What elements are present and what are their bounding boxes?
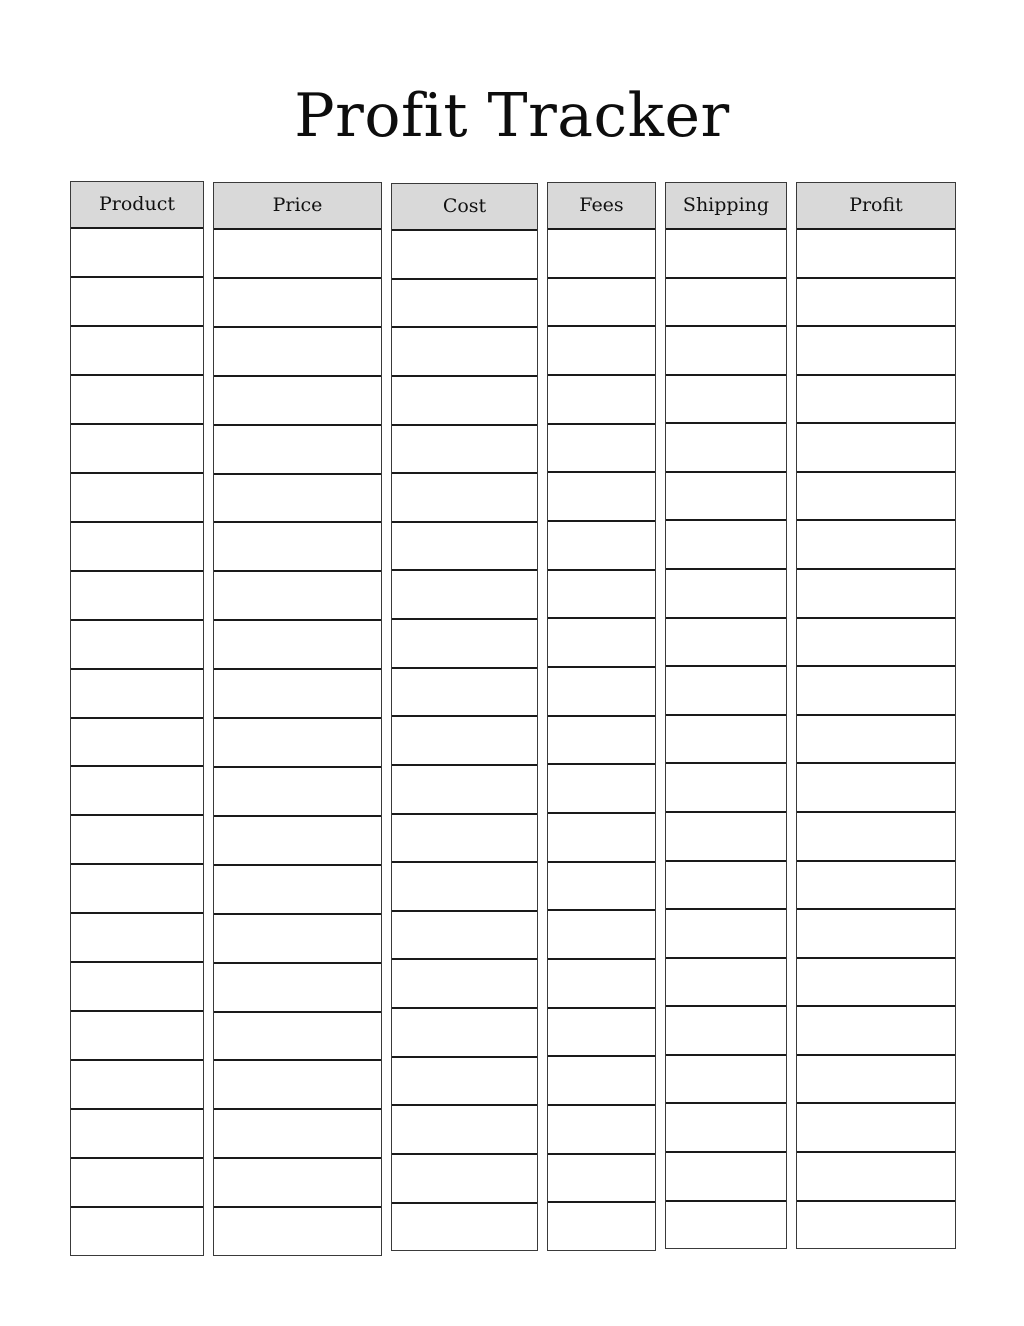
cost-cell[interactable] bbox=[392, 1204, 537, 1251]
price-cell[interactable] bbox=[214, 475, 381, 524]
shipping-cell[interactable] bbox=[666, 1007, 786, 1056]
product-cell[interactable] bbox=[71, 572, 203, 621]
profit-cell[interactable] bbox=[797, 619, 955, 668]
fees-cell[interactable] bbox=[548, 765, 655, 814]
cost-cell[interactable] bbox=[392, 426, 537, 475]
profit-cell[interactable] bbox=[797, 1104, 955, 1153]
shipping-cell[interactable] bbox=[666, 959, 786, 1008]
price-cell[interactable] bbox=[214, 523, 381, 572]
product-cell[interactable] bbox=[71, 327, 203, 376]
cost-cell[interactable] bbox=[392, 912, 537, 961]
profit-cell[interactable] bbox=[797, 521, 955, 570]
fees-cell[interactable] bbox=[548, 425, 655, 474]
price-cell[interactable] bbox=[214, 572, 381, 621]
column-body-fees bbox=[548, 230, 655, 1250]
price-cell[interactable] bbox=[214, 426, 381, 475]
shipping-cell[interactable] bbox=[666, 910, 786, 959]
price-cell[interactable] bbox=[214, 377, 381, 426]
fees-cell[interactable] bbox=[548, 473, 655, 522]
price-cell[interactable] bbox=[214, 964, 381, 1013]
product-cell[interactable] bbox=[71, 229, 203, 278]
fees-cell[interactable] bbox=[548, 717, 655, 766]
fees-cell[interactable] bbox=[548, 1009, 655, 1058]
price-cell[interactable] bbox=[214, 328, 381, 377]
product-cell[interactable] bbox=[71, 914, 203, 963]
cost-cell[interactable] bbox=[392, 328, 537, 377]
column-product bbox=[70, 181, 204, 1256]
profit-cell[interactable] bbox=[797, 667, 955, 716]
product-cell[interactable] bbox=[71, 1061, 203, 1110]
shipping-cell[interactable] bbox=[666, 1202, 786, 1249]
profit-cell[interactable] bbox=[797, 473, 955, 522]
cost-cell[interactable] bbox=[392, 960, 537, 1009]
price-cell[interactable] bbox=[214, 1208, 381, 1255]
fees-cell[interactable] bbox=[548, 960, 655, 1009]
product-cell[interactable] bbox=[71, 621, 203, 670]
shipping-cell[interactable] bbox=[666, 716, 786, 765]
column-body-product bbox=[71, 229, 203, 1255]
shipping-cell[interactable] bbox=[666, 1153, 786, 1202]
cost-cell[interactable] bbox=[392, 377, 537, 426]
profit-cell[interactable] bbox=[797, 570, 955, 619]
cost-cell[interactable] bbox=[392, 474, 537, 523]
column-header-shipping: Shipping bbox=[666, 183, 786, 230]
profit-cell[interactable] bbox=[797, 1056, 955, 1105]
product-cell[interactable] bbox=[71, 425, 203, 474]
profit-cell[interactable] bbox=[797, 230, 955, 279]
price-cell[interactable] bbox=[214, 279, 381, 328]
cost-cell[interactable] bbox=[392, 280, 537, 329]
profit-cell[interactable] bbox=[797, 910, 955, 959]
profit-cell[interactable] bbox=[797, 376, 955, 425]
price-cell[interactable] bbox=[214, 1159, 381, 1208]
fees-cell[interactable] bbox=[548, 668, 655, 717]
shipping-cell[interactable] bbox=[666, 279, 786, 328]
column-price bbox=[213, 182, 382, 1256]
fees-cell[interactable] bbox=[548, 911, 655, 960]
page-title: Profit Tracker bbox=[294, 81, 730, 151]
cost-cell[interactable] bbox=[392, 766, 537, 815]
product-cell[interactable] bbox=[71, 670, 203, 719]
price-cell[interactable] bbox=[214, 719, 381, 768]
profit-cell[interactable] bbox=[797, 424, 955, 473]
fees-cell[interactable] bbox=[548, 1106, 655, 1155]
price-cell[interactable] bbox=[214, 1061, 381, 1110]
product-cell[interactable] bbox=[71, 1110, 203, 1159]
profit-cell[interactable] bbox=[797, 279, 955, 328]
profit-cell[interactable] bbox=[797, 813, 955, 862]
price-cell[interactable] bbox=[214, 670, 381, 719]
cost-cell[interactable] bbox=[392, 1155, 537, 1204]
cost-cell[interactable] bbox=[392, 231, 537, 280]
price-cell[interactable] bbox=[214, 817, 381, 866]
column-header-price: Price bbox=[214, 183, 381, 230]
cost-cell[interactable] bbox=[392, 1058, 537, 1107]
column-header-product: Product bbox=[71, 182, 203, 229]
column-profit bbox=[796, 182, 956, 1249]
cost-cell[interactable] bbox=[392, 863, 537, 912]
column-body-profit bbox=[797, 230, 955, 1248]
product-cell[interactable] bbox=[71, 719, 203, 768]
profit-cell[interactable] bbox=[797, 716, 955, 765]
profit-cell[interactable] bbox=[797, 1007, 955, 1056]
price-cell[interactable] bbox=[214, 866, 381, 915]
product-cell[interactable] bbox=[71, 1012, 203, 1061]
price-cell[interactable] bbox=[214, 768, 381, 817]
column-cost bbox=[391, 183, 538, 1251]
column-header-cost: Cost bbox=[392, 184, 537, 231]
fees-cell[interactable] bbox=[548, 327, 655, 376]
product-cell[interactable] bbox=[71, 767, 203, 816]
product-cell[interactable] bbox=[71, 865, 203, 914]
fees-cell[interactable] bbox=[548, 619, 655, 668]
profit-cell[interactable] bbox=[797, 1202, 955, 1249]
profit-cell[interactable] bbox=[797, 327, 955, 376]
column-header-fees: Fees bbox=[548, 183, 655, 230]
product-cell[interactable] bbox=[71, 963, 203, 1012]
shipping-cell[interactable] bbox=[666, 862, 786, 911]
column-shipping bbox=[665, 182, 787, 1249]
column-body-shipping bbox=[666, 230, 786, 1248]
shipping-cell[interactable] bbox=[666, 473, 786, 522]
cost-cell[interactable] bbox=[392, 1106, 537, 1155]
profit-cell[interactable] bbox=[797, 764, 955, 813]
column-body-price bbox=[214, 230, 381, 1255]
price-cell[interactable] bbox=[214, 915, 381, 964]
profit-cell[interactable] bbox=[797, 862, 955, 911]
price-cell[interactable] bbox=[214, 621, 381, 670]
product-cell[interactable] bbox=[71, 1159, 203, 1208]
cost-cell[interactable] bbox=[392, 1009, 537, 1058]
product-cell[interactable] bbox=[71, 1208, 203, 1255]
fees-cell[interactable] bbox=[548, 863, 655, 912]
profit-cell[interactable] bbox=[797, 1153, 955, 1202]
shipping-cell[interactable] bbox=[666, 327, 786, 376]
fees-cell[interactable] bbox=[548, 1155, 655, 1204]
profit-cell[interactable] bbox=[797, 959, 955, 1008]
fees-cell[interactable] bbox=[548, 1057, 655, 1106]
shipping-cell[interactable] bbox=[666, 424, 786, 473]
fees-cell[interactable] bbox=[548, 230, 655, 279]
shipping-cell[interactable] bbox=[666, 570, 786, 619]
price-cell[interactable] bbox=[214, 230, 381, 279]
fees-cell[interactable] bbox=[548, 522, 655, 571]
fees-cell[interactable] bbox=[548, 1203, 655, 1250]
fees-cell[interactable] bbox=[548, 571, 655, 620]
shipping-cell[interactable] bbox=[666, 667, 786, 716]
cost-cell[interactable] bbox=[392, 571, 537, 620]
column-header-profit: Profit bbox=[797, 183, 955, 230]
shipping-cell[interactable] bbox=[666, 376, 786, 425]
cost-cell[interactable] bbox=[392, 669, 537, 718]
cost-cell[interactable] bbox=[392, 620, 537, 669]
shipping-cell[interactable] bbox=[666, 230, 786, 279]
cost-cell[interactable] bbox=[392, 523, 537, 572]
price-cell[interactable] bbox=[214, 1013, 381, 1062]
fees-cell[interactable] bbox=[548, 376, 655, 425]
product-cell[interactable] bbox=[71, 474, 203, 523]
product-cell[interactable] bbox=[71, 278, 203, 327]
column-body-cost bbox=[392, 231, 537, 1250]
cost-cell[interactable] bbox=[392, 717, 537, 766]
shipping-cell[interactable] bbox=[666, 1104, 786, 1153]
product-cell[interactable] bbox=[71, 376, 203, 425]
shipping-cell[interactable] bbox=[666, 813, 786, 862]
fees-cell[interactable] bbox=[548, 814, 655, 863]
product-cell[interactable] bbox=[71, 816, 203, 865]
product-cell[interactable] bbox=[71, 523, 203, 572]
shipping-cell[interactable] bbox=[666, 764, 786, 813]
shipping-cell[interactable] bbox=[666, 619, 786, 668]
cost-cell[interactable] bbox=[392, 815, 537, 864]
shipping-cell[interactable] bbox=[666, 521, 786, 570]
shipping-cell[interactable] bbox=[666, 1056, 786, 1105]
column-fees bbox=[547, 182, 656, 1251]
fees-cell[interactable] bbox=[548, 279, 655, 328]
price-cell[interactable] bbox=[214, 1110, 381, 1159]
